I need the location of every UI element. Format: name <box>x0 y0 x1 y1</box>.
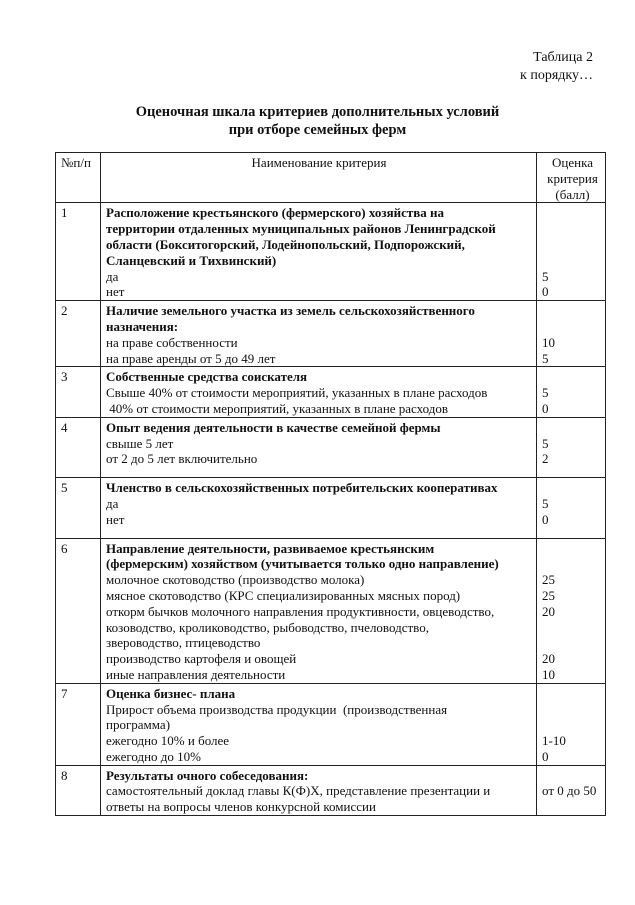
criterion-cell <box>101 203 537 301</box>
option-score: 1-10 <box>542 733 566 749</box>
table-header-row <box>56 153 606 203</box>
option-text: звероводство, птицеводство <box>106 635 261 651</box>
option-score: 25 <box>542 587 555 603</box>
score-spacer <box>542 303 603 319</box>
option-text: ответы на вопросы членов конкурсной комиссии <box>106 799 376 815</box>
option-text: самостоятельный доклад главы К(Ф)Х, представление презентации и <box>106 783 491 799</box>
order-reference: к порядку… <box>520 68 593 83</box>
criterion-cell <box>101 301 537 367</box>
option-text: Прирост объема производства продукции (производственная <box>106 701 448 717</box>
document-title <box>0 103 635 139</box>
option-score: 0 <box>542 400 549 416</box>
score-cell <box>537 367 606 417</box>
score-spacer <box>542 541 603 557</box>
option-score: 5 <box>542 495 549 511</box>
criterion-title-line: области (Бокситогорский, Лодейнопольский, Подпорожский, <box>106 236 465 252</box>
option-text: на праве аренды от 5 до 49 лет <box>106 350 276 366</box>
table-row <box>56 203 606 301</box>
title-line-1: Оценочная шкала критериев дополнительных условий <box>135 104 500 120</box>
option-score <box>542 717 603 733</box>
table-label: Таблица 2 <box>533 50 593 65</box>
table-row <box>56 367 606 417</box>
header-score-line: критерия <box>547 170 598 186</box>
option-text: нет <box>106 511 125 527</box>
criterion-title-line: территории отдаленных муниципальных районов Ленинградской <box>106 221 496 237</box>
row-gap <box>106 528 532 538</box>
row-number: 4 <box>56 417 101 477</box>
score-spacer <box>542 369 603 385</box>
header-score <box>537 153 606 203</box>
page-header <box>520 49 593 85</box>
option-score <box>542 702 603 718</box>
option-score: 10 <box>542 666 555 682</box>
criterion-title-line: Оценка бизнес- плана <box>106 685 236 701</box>
score-spacer <box>542 253 603 269</box>
option-text: мясное скотоводство (КРС специализированных мясных пород) <box>106 587 461 603</box>
option-text: молочное скотоводство (производство молока) <box>106 572 365 588</box>
option-score: 5 <box>542 385 549 401</box>
option-text: производство картофеля и овощей <box>106 651 297 667</box>
criterion-title-line: назначения: <box>106 318 179 334</box>
score-cell <box>537 301 606 367</box>
criterion-title-line: Направление деятельности, развиваемое крестьянским <box>106 540 435 556</box>
row-gap <box>542 528 603 538</box>
title-line-2: при отборе семейных ферм <box>228 122 407 138</box>
option-text: да <box>106 495 119 511</box>
score-spacer <box>542 420 603 436</box>
option-text: нет <box>106 284 125 300</box>
header-score-line: Оценка <box>552 155 593 170</box>
score-cell <box>537 417 606 477</box>
score-cell <box>537 683 606 765</box>
header-number: №п/п <box>56 153 101 203</box>
option-score <box>542 620 603 636</box>
criterion-cell <box>101 765 537 815</box>
option-text: 40% от стоимости мероприятий, указанных в плане расходов <box>106 400 449 416</box>
option-text: программа) <box>106 717 171 733</box>
option-score: 10 <box>542 334 555 350</box>
score-spacer <box>542 205 603 221</box>
criterion-cell <box>101 538 537 683</box>
header-score-line: (балл) <box>555 186 590 202</box>
option-text: на праве собственности <box>106 334 238 350</box>
score-spacer <box>542 556 603 572</box>
option-text: откорм бычков молочного направления продуктивности, овцеводство, <box>106 603 495 619</box>
option-score: 20 <box>542 603 555 619</box>
criterion-cell <box>101 367 537 417</box>
table-row <box>56 538 606 683</box>
option-text: ежегодно до 10% <box>106 748 201 764</box>
row-number: 2 <box>56 301 101 367</box>
option-score: 5 <box>542 350 549 366</box>
option-score <box>542 635 603 651</box>
criterion-title-line: Наличие земельного участка из земель сельскохозяйственного <box>106 303 475 319</box>
criterion-title-line: Собственные средства соискателя <box>106 369 308 385</box>
table-row <box>56 683 606 765</box>
score-cell <box>537 478 606 538</box>
score-spacer <box>542 686 603 702</box>
row-number: 7 <box>56 683 101 765</box>
row-gap <box>106 467 532 477</box>
option-score: 5 <box>542 435 549 451</box>
option-score: 0 <box>542 511 549 527</box>
option-score: 5 <box>542 268 549 284</box>
option-text: козоводство, кролиководство, рыбоводство, пчеловодство, <box>106 619 429 635</box>
score-spacer <box>542 768 603 784</box>
criterion-cell <box>101 683 537 765</box>
option-text: да <box>106 268 119 284</box>
criteria-table <box>55 152 606 816</box>
score-cell <box>537 765 606 815</box>
score-cell <box>537 203 606 301</box>
criterion-title-line: Опыт ведения деятельности в качестве семейной фермы <box>106 419 441 435</box>
row-number: 3 <box>56 367 101 417</box>
score-spacer <box>542 237 603 253</box>
table-row <box>56 417 606 477</box>
score-spacer <box>542 319 603 335</box>
option-text: от 2 до 5 лет включительно <box>106 451 258 467</box>
score-spacer <box>542 480 603 496</box>
option-score: 2 <box>542 451 549 467</box>
option-text: иные направления деятельности <box>106 666 286 682</box>
option-score: 25 <box>542 572 555 588</box>
criterion-title-line: Результаты очного собеседования: <box>106 767 309 783</box>
option-score: 0 <box>542 748 549 764</box>
table-row <box>56 765 606 815</box>
row-number: 8 <box>56 765 101 815</box>
option-score: 0 <box>542 284 549 300</box>
option-text: ежегодно 10% и более <box>106 733 230 749</box>
criterion-cell <box>101 417 537 477</box>
criterion-title-line: Расположение крестьянского (фермерского) хозяйства на <box>106 205 445 221</box>
criterion-title-line: Сланцевский и Тихвинский) <box>106 252 277 268</box>
criterion-cell <box>101 478 537 538</box>
option-text: свыше 5 лет <box>106 435 174 451</box>
row-number: 1 <box>56 203 101 301</box>
row-gap <box>542 467 603 477</box>
row-number: 5 <box>56 478 101 538</box>
option-score: 20 <box>542 651 555 667</box>
option-score: от 0 до 50 <box>542 783 597 799</box>
table-row <box>56 301 606 367</box>
option-score <box>542 799 603 815</box>
score-cell <box>537 538 606 683</box>
score-spacer <box>542 221 603 237</box>
option-text: Свыше 40% от стоимости мероприятий, указанных в плане расходов <box>106 385 488 401</box>
criterion-title-line: (фермерским) хозяйством (учитывается только одно направление) <box>106 556 499 572</box>
row-number: 6 <box>56 538 101 683</box>
table-row <box>56 478 606 538</box>
header-criterion-name: Наименование критерия <box>101 153 537 203</box>
criterion-title-line: Членство в сельскохозяйственных потребительских кооперативах <box>106 480 498 496</box>
